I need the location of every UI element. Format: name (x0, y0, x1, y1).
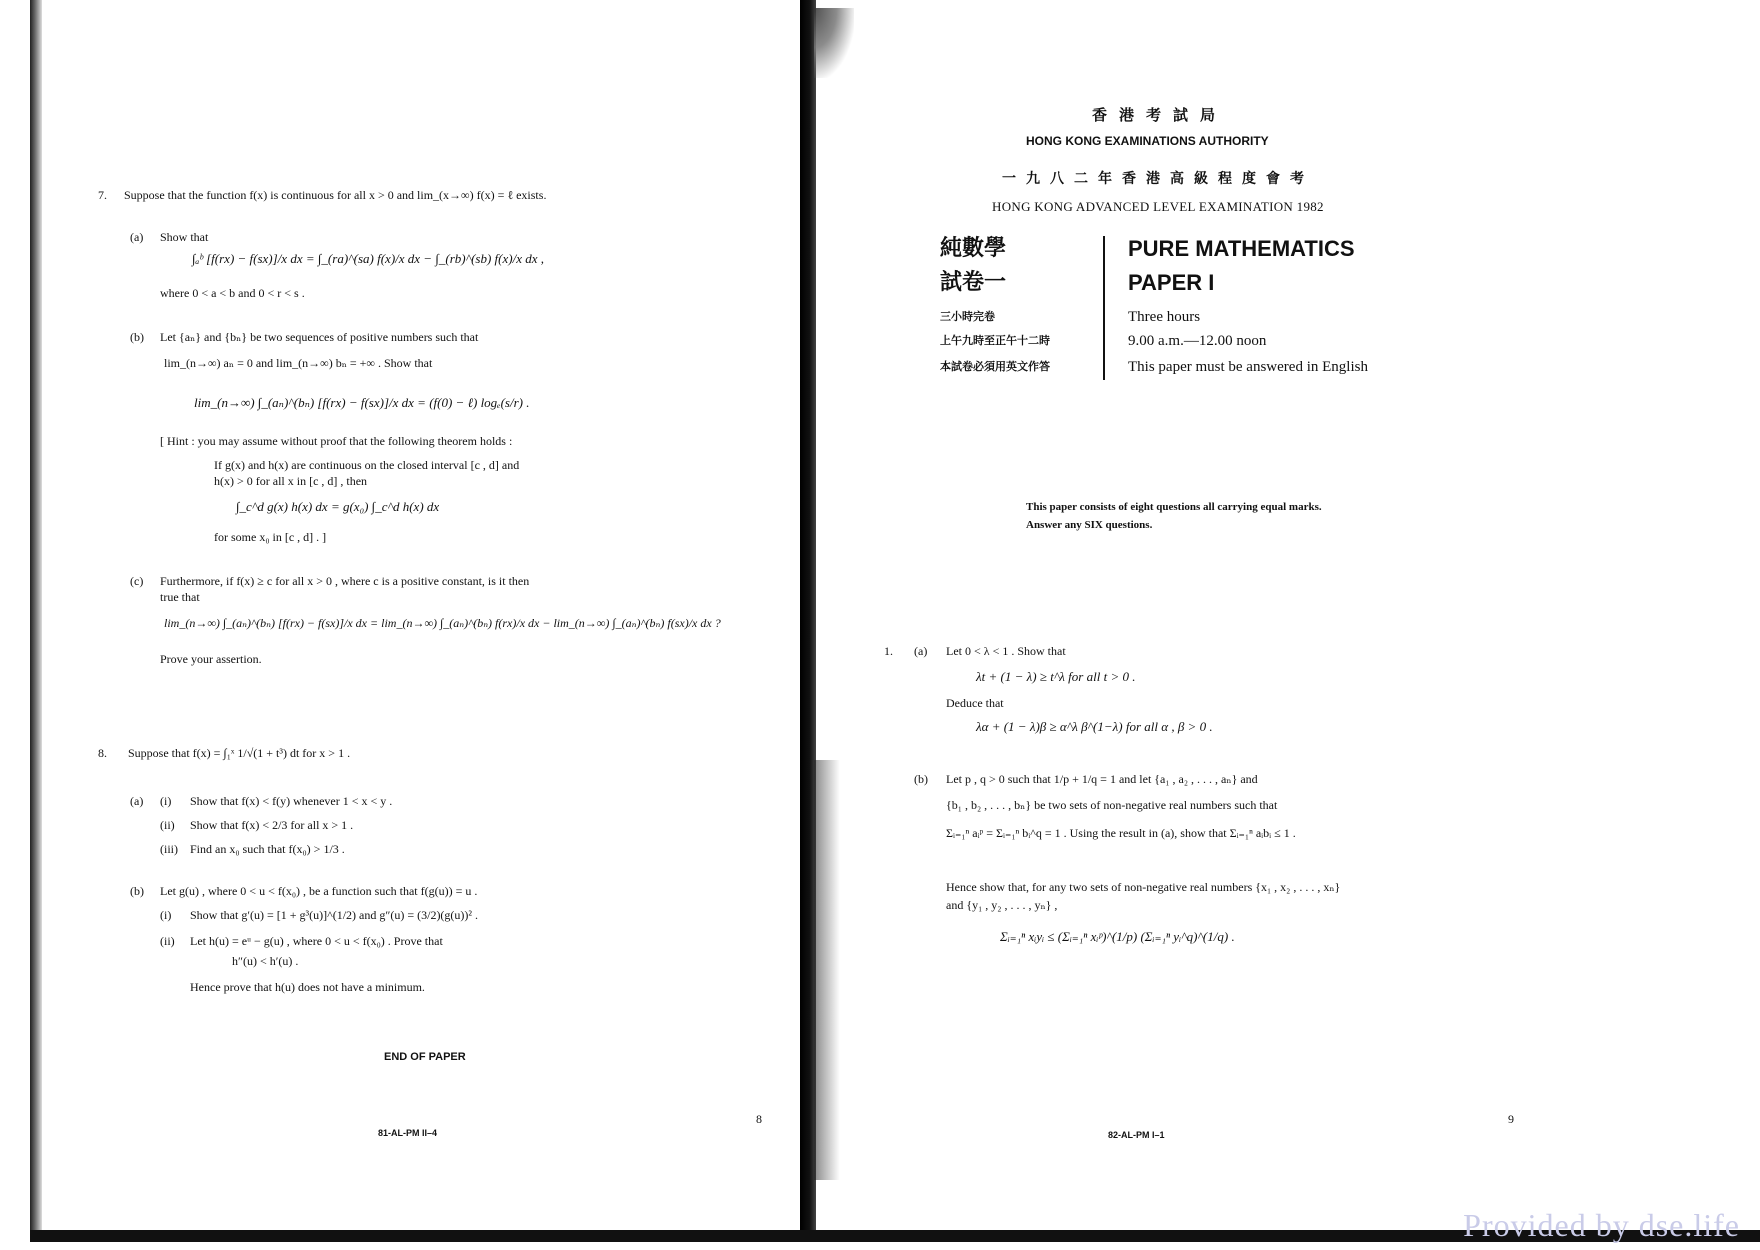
q7b-label: (b) (130, 330, 144, 344)
q8b-hence: Hence prove that h(u) does not have a minimum. (190, 980, 425, 994)
q7b-limits: lim_(n→∞) aₙ = 0 and lim_(n→∞) bₙ = +∞ . Show that (164, 356, 433, 370)
q1b-text: Let p , q > 0 such that 1/p + 1/q = 1 and let {a₁ , a₂ , . . . , aₙ} and (946, 772, 1258, 786)
q1a-deduce: Deduce that (946, 696, 1004, 710)
q7a-label: (a) (130, 230, 144, 244)
subject-chinese: 純數學 (940, 236, 1007, 261)
q7a-text: Show that (160, 230, 209, 244)
q7c-text: Furthermore, if f(x) ≥ c for all x > 0 , where c is a positive constant, is it then (160, 574, 530, 588)
q7b-formula: lim_(n→∞) ∫_(aₙ)^(bₙ) [f(rx) − f(sx)]/x dx = (f(0) − ℓ) logₑ(s/r) . (194, 395, 530, 410)
q7a-where: where 0 < a < b and 0 < r < s . (160, 286, 305, 300)
q8a-i: Show that f(x) < f(y) whenever 1 < x < y . (190, 794, 393, 808)
q7-hint-formula: ∫_c^d g(x) h(x) dx = g(x₀) ∫_c^d h(x) dx (236, 499, 440, 514)
q1b-formula: Σᵢ₌₁ⁿ xᵢyᵢ ≤ (Σᵢ₌₁ⁿ xᵢᵖ)^(1/p) (Σᵢ₌₁ⁿ yᵢ^q)^(1/q) . (1000, 929, 1235, 944)
scan-shadow (814, 760, 840, 1180)
q7c-text2: true that (160, 590, 200, 604)
q7-hint-line3: h(x) > 0 for all x in [c , d] , then (214, 474, 368, 488)
q8a-i-label: (i) (160, 794, 172, 808)
q7c-label: (c) (130, 574, 144, 588)
q7a-formula: ∫ₐᵇ [f(rx) − f(sx)]/x dx = ∫_(ra)^(sa) f(x)/x dx − ∫_(rb)^(sb) f(x)/x dx , (192, 251, 544, 266)
q8a-ii-label: (ii) (160, 818, 175, 832)
title-divider (1103, 236, 1105, 380)
q8a-iii-label: (iii) (160, 842, 178, 856)
time-chinese: 上午九時至正午十二時 (940, 334, 1050, 347)
q8b-ii-label: (ii) (160, 934, 175, 948)
q8b-label: (b) (130, 884, 144, 898)
q8b-i: Show that g′(u) = [1 + g³(u)]^(1/2) and g″(u) = (3/2)(g(u))² . (190, 908, 479, 922)
watermark: Provided by dse.life (1463, 1207, 1740, 1243)
q1b-hence: Hence show that, for any two sets of non-negative real numbers {x₁ , x₂ , . . . , xₙ} (946, 880, 1341, 894)
left-page-code: 81-AL-PM II–4 (378, 1128, 438, 1138)
q1a-label: (a) (914, 644, 928, 658)
time-english: 9.00 a.m.—12.00 noon (1128, 333, 1267, 349)
end-of-paper: END OF PAPER (384, 1051, 466, 1063)
subject-english: PURE MATHEMATICS (1128, 236, 1355, 261)
q1a-formula1: λt + (1 − λ) ≥ t^λ for all t > 0 . (976, 669, 1136, 684)
q8b-intro: Let g(u) , where 0 < u < f(x₀) , be a function such that f(g(u)) = u . (160, 884, 478, 898)
q8a-label: (a) (130, 794, 144, 808)
q7b-text: Let {aₙ} and {bₙ} be two sequences of positive numbers such that (160, 330, 479, 344)
right-page-code: 82-AL-PM I–1 (1108, 1130, 1165, 1140)
q8-number: 8. (98, 746, 107, 760)
language-chinese: 本試卷必須用英文作答 (940, 360, 1050, 373)
q1a-formula2: λα + (1 − λ)β ≥ α^λ β^(1−λ) for all α , β > 0 . (976, 719, 1213, 734)
org-name-chinese: 香港考試局 (1092, 106, 1228, 124)
q7-hint-line2: If g(x) and h(x) are continuous on the closed interval [c , d] and (214, 458, 520, 472)
q8-intro: Suppose that f(x) = ∫₁ˣ 1/√(1 + t³) dt for x > 1 . (128, 746, 351, 760)
q8a-ii: Show that f(x) < 2/3 for all x > 1 . (190, 818, 354, 832)
q7c-prove: Prove your assertion. (160, 652, 262, 666)
q8b-ii-line2: h″(u) < h′(u) . (232, 954, 299, 968)
q8a-iii: Find an x₀ such that f(x₀) > 1/3 . (190, 842, 345, 856)
q1b-hence2: and {y₁ , y₂ , . . . , yₙ} , (946, 898, 1058, 912)
left-page-edge (30, 0, 42, 1232)
q1b-text2: {b₁ , b₂ , . . . , bₙ} be two sets of non-negative real numbers such that (946, 798, 1278, 812)
q1b-label: (b) (914, 772, 928, 786)
q7-hint-line1: [ Hint : you may assume without proof that the following theorem holds : (160, 434, 513, 448)
q8b-i-label: (i) (160, 908, 172, 922)
q1a-text: Let 0 < λ < 1 . Show that (946, 644, 1066, 658)
q7-number: 7. (98, 188, 107, 202)
duration-chinese: 三小時完卷 (940, 310, 995, 323)
exam-name-chinese: 一九八二年香港高級程度會考 (1002, 171, 1314, 187)
exam-name-english: HONG KONG ADVANCED LEVEL EXAMINATION 1982 (992, 199, 1324, 214)
language-english: This paper must be answered in English (1128, 359, 1368, 375)
q7-hint-line4: for some x₀ in [c , d] . ] (214, 530, 327, 544)
paper-chinese: 試卷一 (940, 270, 1007, 295)
q1-number: 1. (884, 644, 893, 658)
org-name-english: HONG KONG EXAMINATIONS AUTHORITY (1026, 134, 1269, 148)
q7c-formula: lim_(n→∞) ∫_(aₙ)^(bₙ) [f(rx) − f(sx)]/x dx = lim_(n→∞) ∫_(aₙ)^(bₙ) f(rx)/x dx − lim_(n→∞) ∫_(aₙ)^(bₙ) f(sx)/x dx ? (164, 616, 721, 630)
instruction-line1: This paper consists of eight questions all carrying equal marks. (1026, 501, 1322, 513)
right-page-number: 9 (1508, 1112, 1514, 1126)
scan-smudge (814, 8, 854, 78)
q7-intro: Suppose that the function f(x) is continuous for all x > 0 and lim_(x→∞) f(x) = ℓ exists. (124, 188, 547, 202)
q8b-ii: Let h(u) = eᵘ − g(u) , where 0 < u < f(x₀) . Prove that (190, 934, 443, 948)
duration-english: Three hours (1128, 309, 1201, 325)
instruction-line2: Answer any SIX questions. (1026, 519, 1153, 531)
left-page-number: 8 (756, 1112, 762, 1126)
q1b-text3: Σᵢ₌₁ⁿ aᵢᵖ = Σᵢ₌₁ⁿ bᵢ^q = 1 . Using the result in (a), show that Σᵢ₌₁ⁿ aᵢbᵢ ≤ 1 . (946, 826, 1296, 840)
paper-english: PAPER I (1128, 270, 1215, 295)
